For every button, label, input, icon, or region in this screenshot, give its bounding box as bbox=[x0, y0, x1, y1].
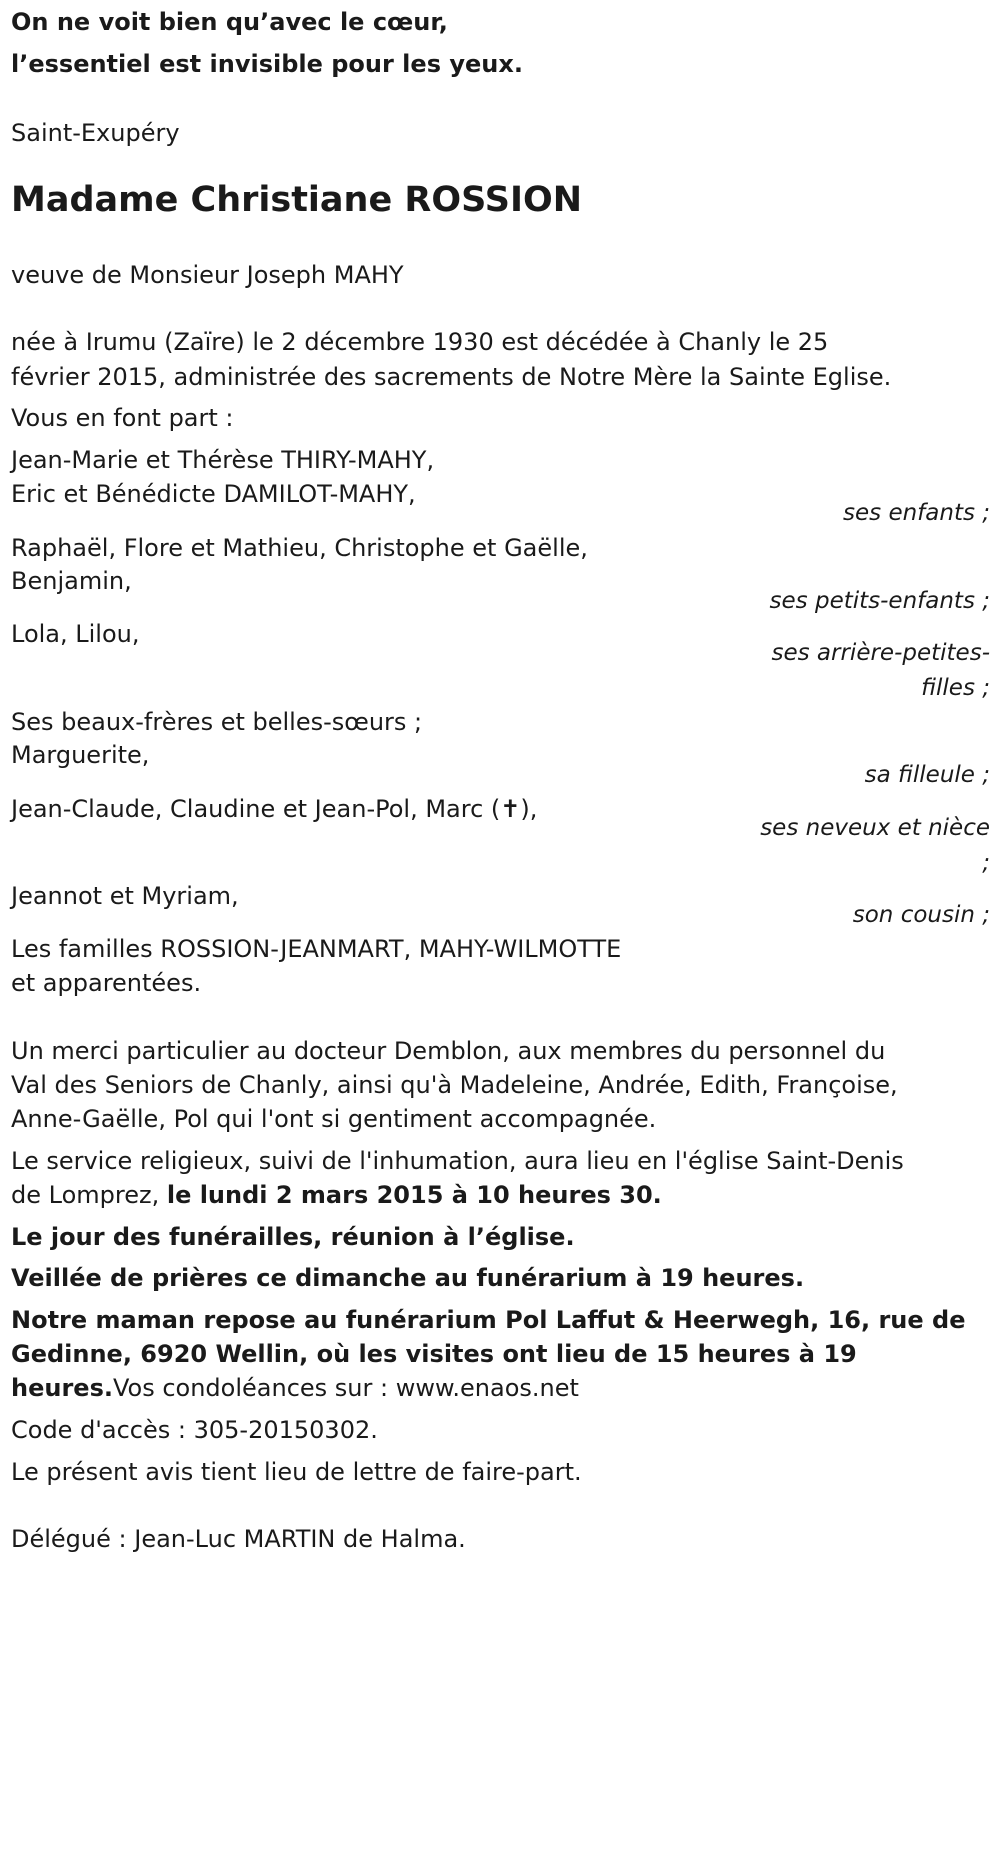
rest-line-1: Notre maman repose au funérarium Pol Laffut & Heerwegh, 16, rue de bbox=[11, 1306, 966, 1334]
cousin: Jeannot et Myriam, bbox=[11, 882, 239, 910]
thanks-line-1: Un merci particulier au docteur Demblon, aux membres du personnel du bbox=[11, 1037, 886, 1065]
announcement: Vous en font part : bbox=[11, 404, 234, 432]
deceased-name: Madame Christiane ROSSION bbox=[11, 180, 583, 220]
service-line-1: Le service religieux, suivi de l'inhumation, aura lieu en l'église Saint-Denis bbox=[11, 1147, 904, 1175]
quote-author: Saint-Exupéry bbox=[11, 119, 180, 147]
children-line-1: Jean-Marie et Thérèse THIRY-MAHY, bbox=[11, 446, 435, 474]
meeting: Le jour des funérailles, réunion à l’église. bbox=[11, 1223, 575, 1251]
birth-death-line-2: février 2015, administrée des sacrements de Notre Mère la Sainte Eglise. bbox=[11, 363, 892, 391]
great-grandchildren-role-line-2: filles ; bbox=[921, 675, 990, 701]
in-laws: Ses beaux-frères et belles-sœurs ; bbox=[11, 708, 423, 736]
notice: Le présent avis tient lieu de lettre de faire-part. bbox=[11, 1458, 582, 1486]
thanks-line-2: Val des Seniors de Chanly, ainsi qu'à Madeleine, Andrée, Edith, Françoise, bbox=[11, 1071, 898, 1099]
great-grandchildren: Lola, Lilou, bbox=[11, 620, 140, 648]
nephews-role-line-2: ; bbox=[982, 850, 990, 876]
nephews-role-line-1: ses neveux et nièce bbox=[760, 815, 990, 841]
grandchildren-line-1: Raphaël, Flore et Mathieu, Christophe et Gaëlle, bbox=[11, 534, 588, 562]
condolences: Vos condoléances sur : www.enaos.net bbox=[112, 1374, 579, 1402]
rest-line-3 bbox=[11, 1368, 579, 1408]
rest-hours-end: heures. bbox=[11, 1374, 113, 1402]
goddaughter-role: sa filleule ; bbox=[864, 762, 990, 788]
rest-line-2: Gedinne, 6920 Wellin, où les visites ont lieu de 15 heures à 19 bbox=[11, 1340, 857, 1368]
vigil: Veillée de prières ce dimanche au funérarium à 19 heures. bbox=[11, 1264, 805, 1292]
families-line-2: et apparentées. bbox=[11, 969, 202, 997]
service-location: de Lomprez, bbox=[11, 1181, 167, 1209]
service-line-2 bbox=[11, 1175, 662, 1215]
families-line-1: Les familles ROSSION-JEANMART, MAHY-WILMOTTE bbox=[11, 935, 622, 963]
children-role: ses enfants ; bbox=[843, 500, 990, 526]
access-code: Code d'accès : 305-20150302. bbox=[11, 1416, 378, 1444]
birth-death-line-1: née à Irumu (Zaïre) le 2 décembre 1930 est décédée à Chanly le 25 bbox=[11, 328, 829, 356]
cousin-role: son cousin ; bbox=[852, 902, 990, 928]
grandchildren-role: ses petits-enfants ; bbox=[769, 588, 990, 614]
grandchildren-line-2: Benjamin, bbox=[11, 567, 132, 595]
widow-of: veuve de Monsieur Joseph MAHY bbox=[11, 261, 404, 289]
nephews: Jean-Claude, Claudine et Jean-Pol, Marc (✝), bbox=[11, 795, 538, 823]
quote-line-2: l’essentiel est invisible pour les yeux. bbox=[11, 50, 523, 78]
children-line-2: Eric et Bénédicte DAMILOT-MAHY, bbox=[11, 480, 416, 508]
quote-line-1: On ne voit bien qu’avec le cœur, bbox=[11, 8, 448, 36]
service-date: le lundi 2 mars 2015 à 10 heures 30. bbox=[166, 1181, 662, 1209]
goddaughter: Marguerite, bbox=[11, 741, 150, 769]
thanks-line-3: Anne-Gaëlle, Pol qui l'ont si gentiment accompagnée. bbox=[11, 1105, 657, 1133]
great-grandchildren-role-line-1: ses arrière-petites- bbox=[771, 640, 990, 666]
delegate: Délégué : Jean-Luc MARTIN de Halma. bbox=[11, 1525, 466, 1553]
